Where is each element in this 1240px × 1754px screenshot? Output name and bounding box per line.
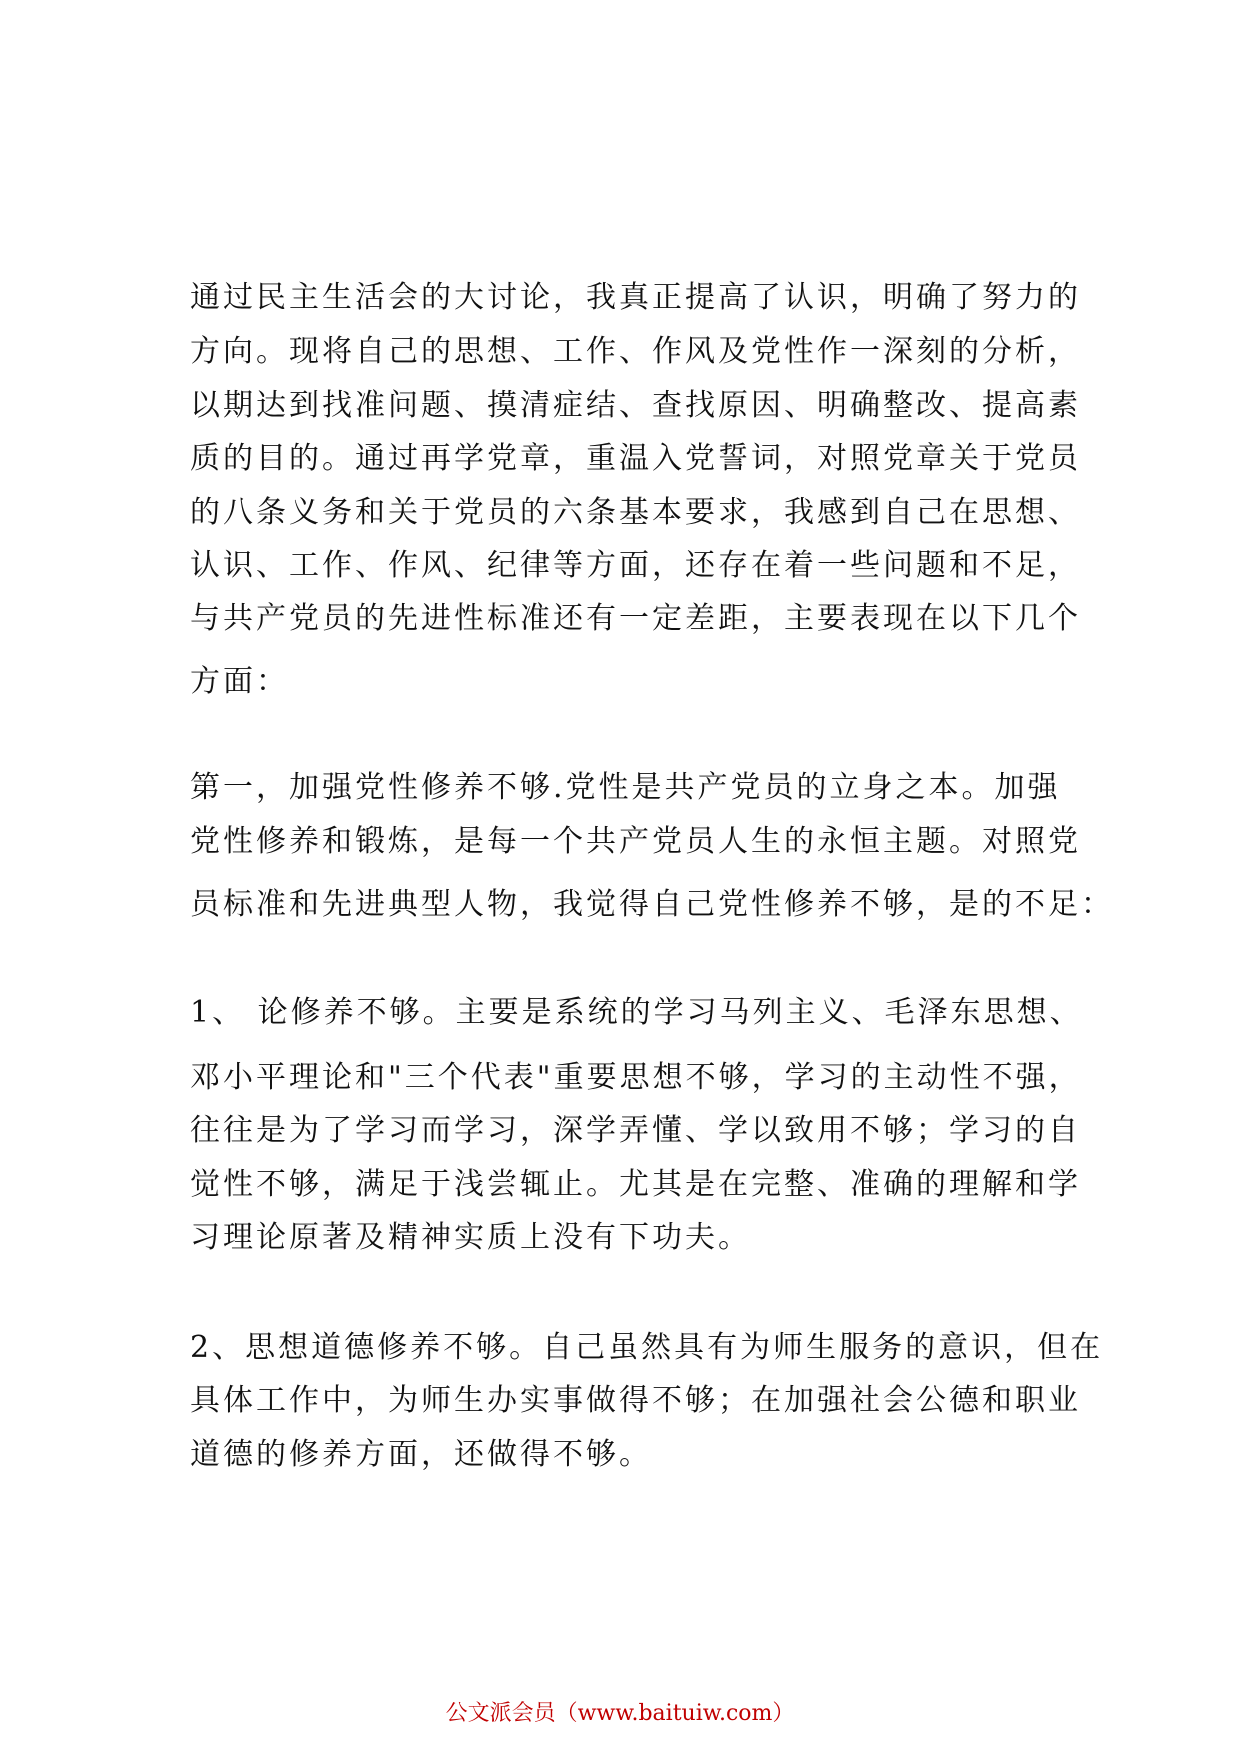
intro-line-7: 与共产党员的先进性标准还有一定差距，主要表现在以下几个 [190, 601, 1081, 636]
item1-line-3: 往往是为了学习而学习，深学弄懂、学以致用不够；学习的自 [190, 1113, 1081, 1148]
section1-line-2: 党性修养和锻炼，是每一个共产党员人生的永恒主题。对照党 [190, 824, 1081, 859]
intro-line-1: 通过民主生活会的大讨论，我真正提高了认识，明确了努力的 [190, 280, 1081, 315]
item1-line-2: 邓小平理论和"三个代表"重要思想不够，学习的主动性不强， [190, 1060, 1082, 1095]
intro-line-3: 以期达到找准问题、摸清症结、查找原因、明确整改、提高素 [190, 388, 1081, 423]
section1-line-1: 第一，加强党性修养不够.党性是共产党员的立身之本。加强 [190, 770, 1061, 805]
intro-line-8: 方面： [190, 664, 289, 699]
item1-line-5: 习理论原著及精神实质上没有下功夫。 [190, 1220, 751, 1255]
item2-line-1: 2、思想道德修养不够。自己虽然具有为师生服务的意识，但在 [190, 1330, 1104, 1365]
section1-line-3: 员标准和先进典型人物，我觉得自己党性修养不够，是的不足： [190, 887, 1114, 922]
intro-line-6: 认识、工作、作风、纪律等方面，还存在着一些问题和不足， [190, 548, 1081, 583]
item2-line-3: 道德的修养方面，还做得不够。 [190, 1437, 652, 1472]
footer-watermark: 公文派会员（www.baituiw.com） [445, 1701, 795, 1726]
intro-line-5: 的八条义务和关于党员的六条基本要求，我感到自己在思想、 [190, 495, 1081, 530]
item1-line-1: 1、 论修养不够。主要是系统的学习马列主义、毛泽东思想、 [190, 995, 1083, 1030]
item2-line-2: 具体工作中，为师生办实事做得不够；在加强社会公德和职业 [190, 1383, 1081, 1418]
intro-line-4: 质的目的。通过再学党章，重温入党誓词，对照党章关于党员 [190, 441, 1081, 476]
intro-line-2: 方向。现将自己的思想、工作、作风及党性作一深刻的分析， [190, 334, 1081, 369]
item1-line-4: 觉性不够，满足于浅尝辄止。尤其是在完整、准确的理解和学 [190, 1167, 1081, 1202]
